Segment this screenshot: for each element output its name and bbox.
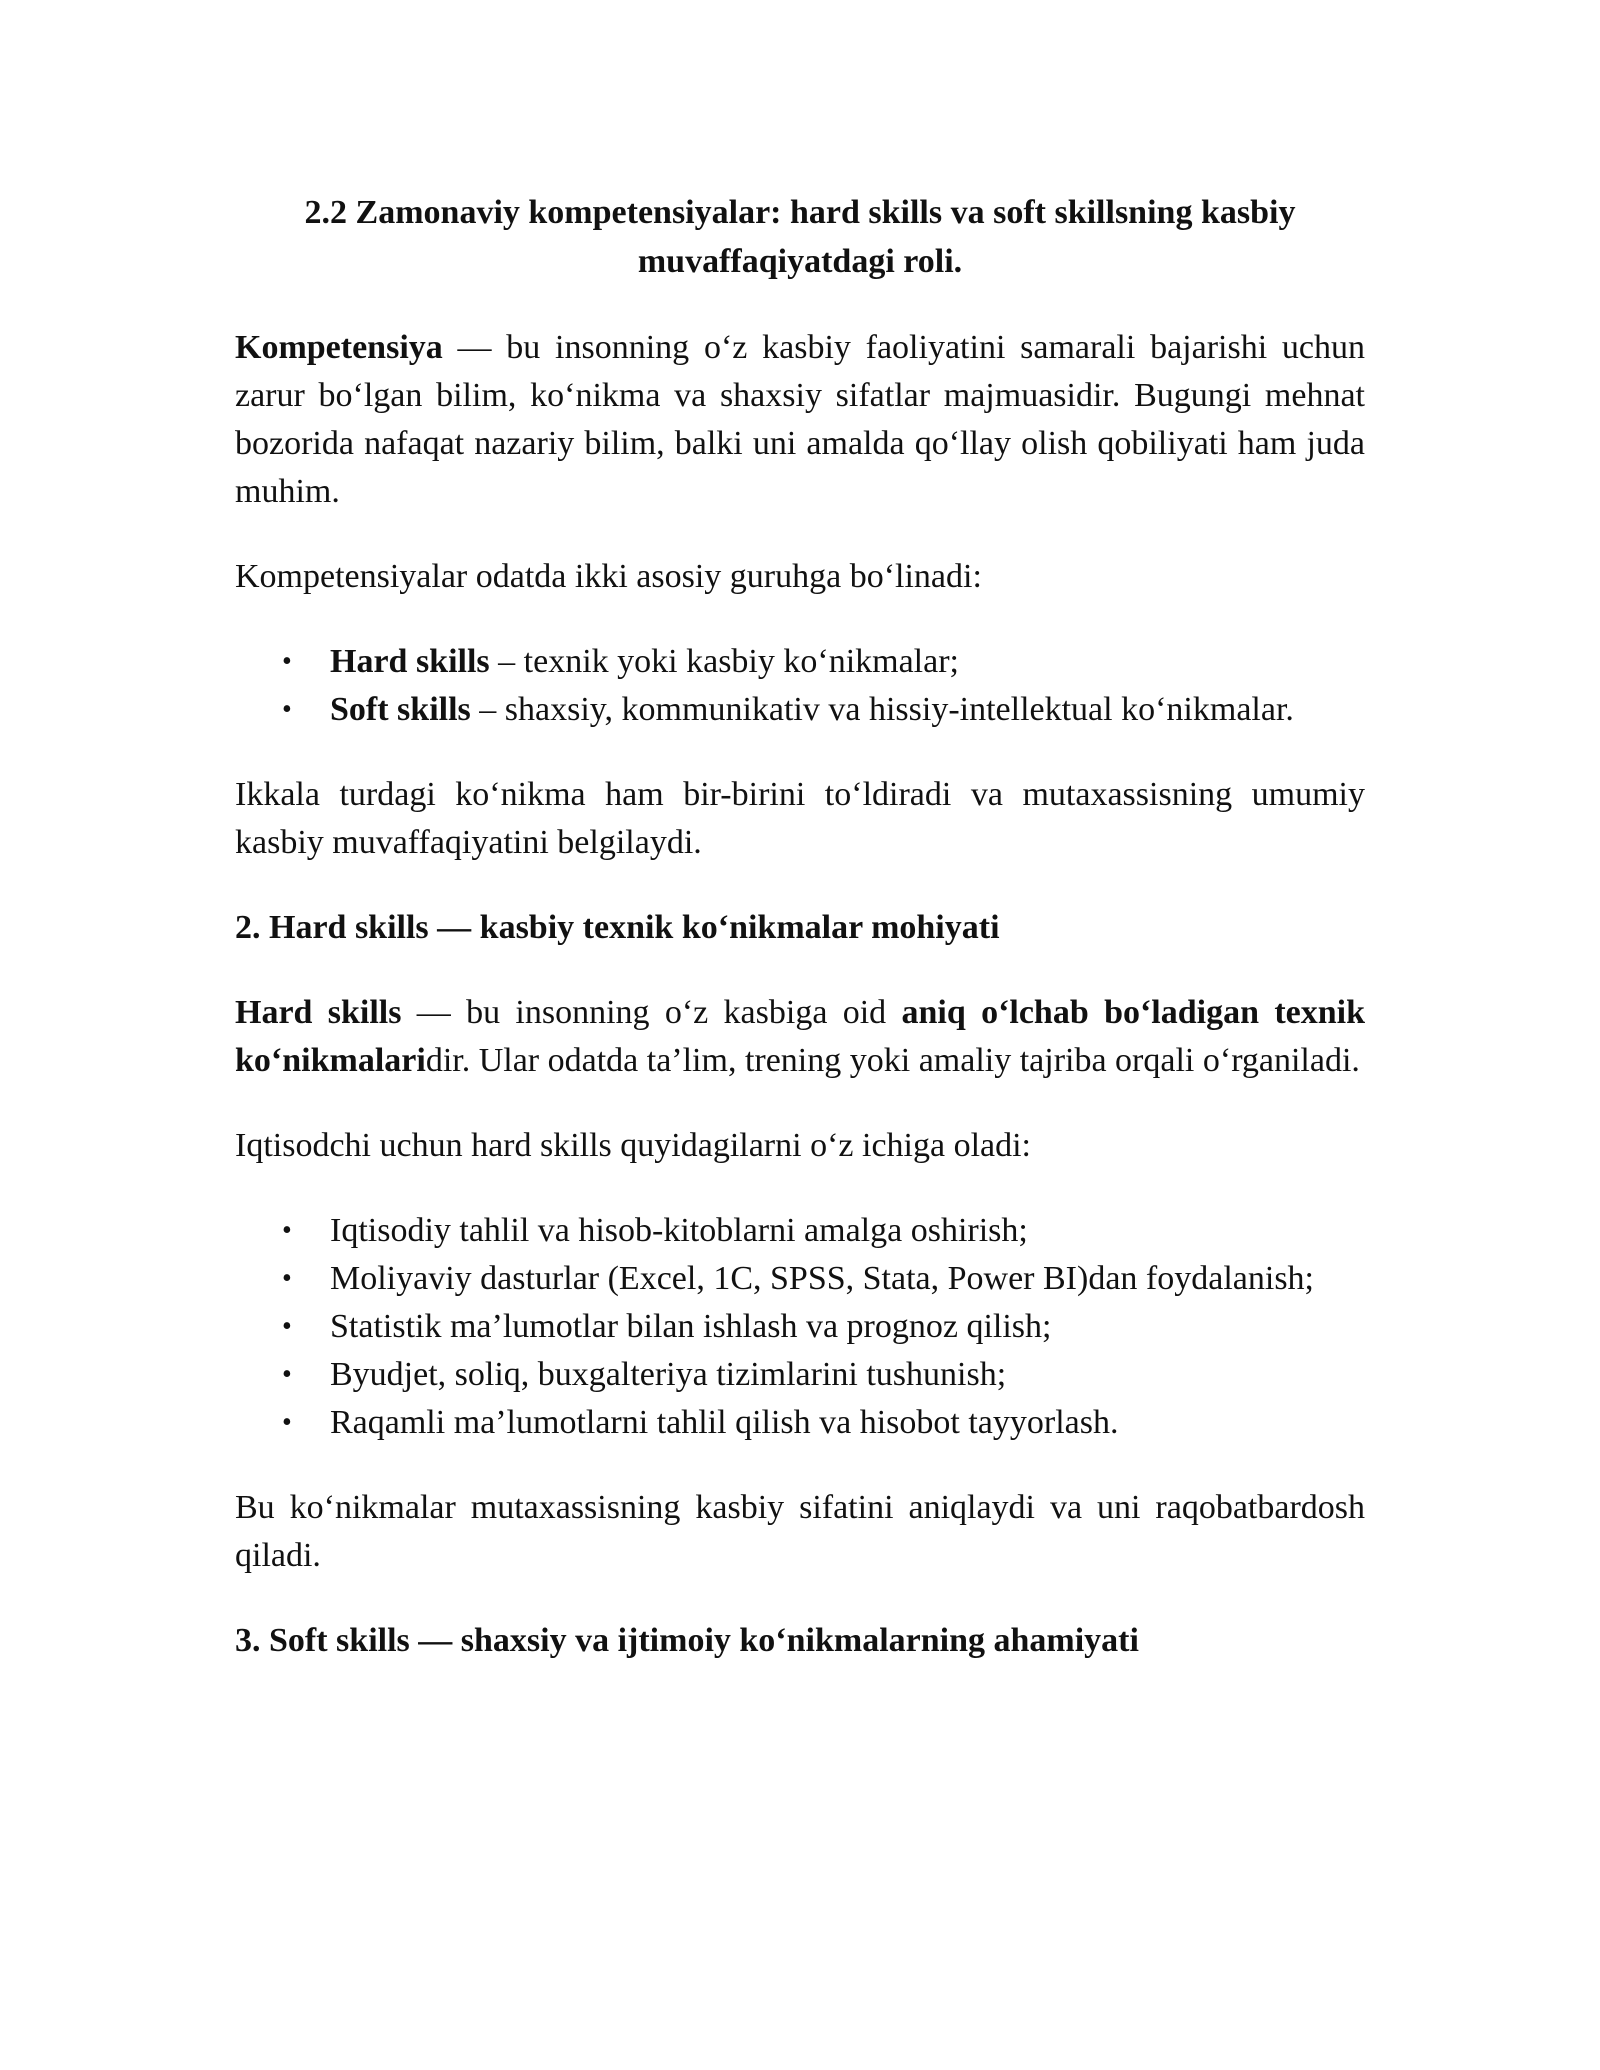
list-item: • Statistik ma’lumotlar bilan ishlash va prognoz qilish; xyxy=(330,1303,1365,1351)
list-item: • Hard skills – texnik yoki kasbiy ko‘nikmalar; xyxy=(330,638,1365,686)
list-item: • Byudjet, soliq, buxgalteriya tizimlarini tushunish; xyxy=(330,1351,1365,1399)
list-item: • Moliyaviy dasturlar (Excel, 1C, SPSS, Stata, Power BI)dan foydalanish; xyxy=(330,1255,1365,1303)
hard-skills-list xyxy=(235,1207,1365,1447)
hard-skills-def-bold: aniq o‘lchab bo‘ladigan texnik ko‘nikmalari xyxy=(235,994,1365,1079)
groups-summary: Ikkala turdagi ko‘nikma ham bir-birini to‘ldiradi va mutaxassisning umumiy kasbiy muvaffaqiyatini belgilaydi. xyxy=(235,776,1365,861)
competency-term: Kompetensiya xyxy=(235,329,443,366)
section-3-heading: 3. Soft skills — shaxsiy va ijtimoiy ko‘nikmalarning ahamiyati xyxy=(235,1622,1139,1659)
hard-skills-def-term: Hard skills xyxy=(235,994,402,1031)
document-title: 2.2 Zamonaviy kompetensiyalar: hard skills va soft skillsning kasbiy muvaffaqiyatdagi roli. xyxy=(304,194,1296,280)
groups-list xyxy=(235,638,1365,734)
hard-skills-summary: Bu ko‘nikmalar mutaxassisning kasbiy sifatini aniqlaydi va uni raqobatbardosh qiladi. xyxy=(235,1489,1365,1574)
competency-text: — bu insonning o‘z kasbiy faoliyatini samarali bajarishi uchun zarur bo‘lgan bilim, ko‘nikma va shaxsiy sifatlar majmuasidir. Bugungi mehnat bozorida nafaqat nazariy bilim, balki uni amalda qo‘llay olish qobiliyati ham juda muhim. xyxy=(235,329,1365,510)
groups-intro: Kompetensiyalar odatda ikki asosiy guruhga bo‘linadi: xyxy=(235,558,982,595)
document-page xyxy=(235,188,1365,1702)
hard-skills-definition: Hard skills — bu insonning o‘z kasbiga oid aniq o‘lchab bo‘ladigan texnik ko‘nikmalaridir. Ular odatda ta’lim, trening yoki amaliy tajriba orqali o‘rganiladi. xyxy=(235,994,1365,1079)
list-item: • Soft skills – shaxsiy, kommunikativ va hissiy-intellektual ko‘nikmalar. xyxy=(330,686,1365,734)
list-item: • Raqamli ma’lumotlarni tahlil qilish va hisobot tayyorlash. xyxy=(330,1399,1365,1447)
soft-skills-term: Soft skills xyxy=(330,691,471,728)
competency-definition xyxy=(235,324,1365,516)
hard-skills-list-intro: Iqtisodchi uchun hard skills quyidagilarni o‘z ichiga oladi: xyxy=(235,1127,1031,1164)
hard-skills-term: Hard skills xyxy=(330,643,490,680)
list-item: • Iqtisodiy tahlil va hisob-kitoblarni amalga oshirish; xyxy=(330,1207,1365,1255)
section-2-heading: 2. Hard skills — kasbiy texnik ko‘nikmalar mohiyati xyxy=(235,909,1000,946)
